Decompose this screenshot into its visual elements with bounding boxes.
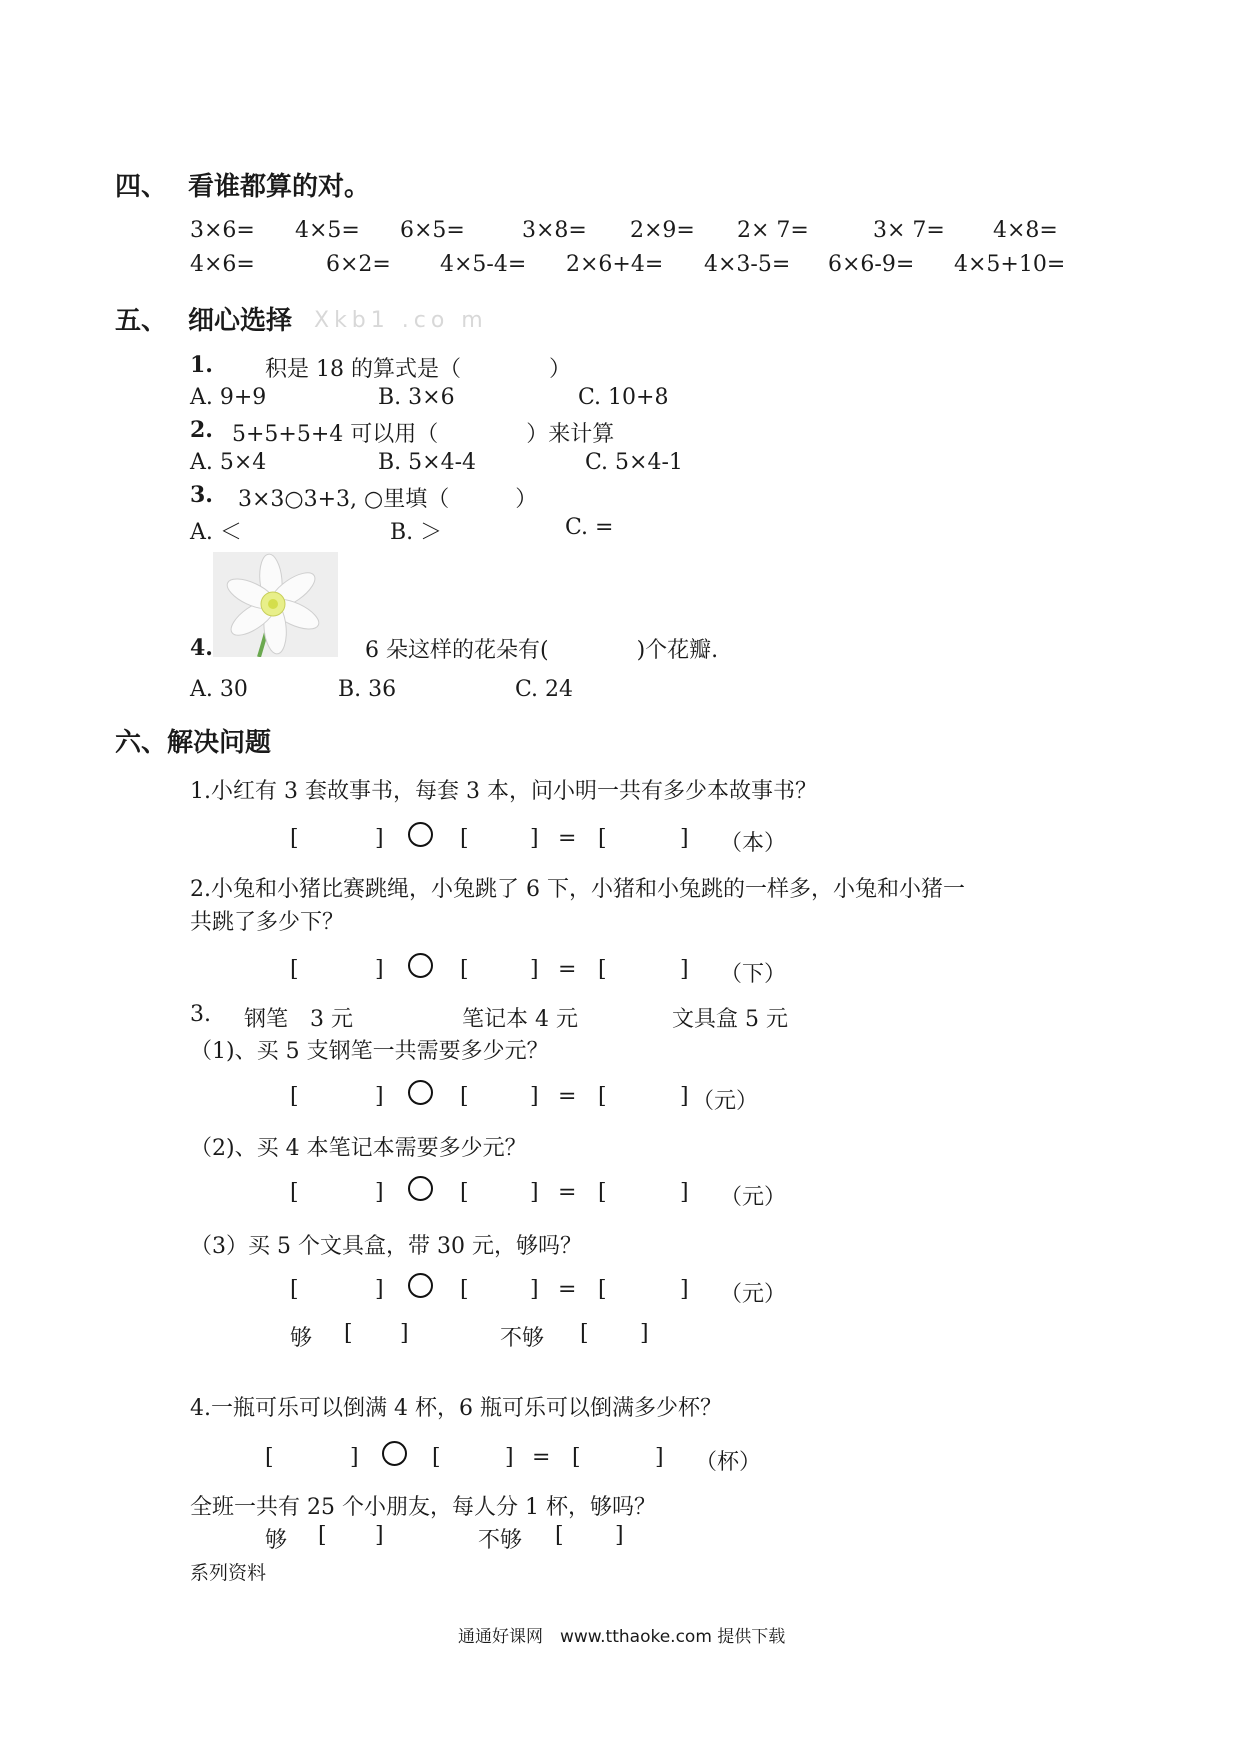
bracket-left: [ bbox=[290, 1180, 299, 1205]
option-a: A. ＜ bbox=[190, 520, 242, 545]
bracket-left: [ bbox=[580, 1321, 589, 1346]
option-a: A. 30 bbox=[190, 677, 248, 702]
calc-row-1 bbox=[0, 218, 1240, 248]
option-c: C. 10+8 bbox=[578, 385, 669, 410]
bracket-right: ] bbox=[530, 957, 539, 982]
enough-choice-row bbox=[0, 1523, 1240, 1553]
calc-item: 6×2= bbox=[326, 252, 391, 277]
calc-item: 4×5= bbox=[295, 218, 360, 243]
operator-circle bbox=[408, 1273, 433, 1298]
section-4-title: 看谁都算的对。 bbox=[188, 172, 371, 202]
bracket-right: ] bbox=[655, 1445, 664, 1470]
bracket-left: [ bbox=[290, 826, 299, 851]
q2-number: 2. bbox=[190, 417, 213, 443]
not-enough-label: 不够 bbox=[500, 1326, 545, 1351]
unit-label: （元） bbox=[720, 1185, 787, 1210]
price-notebook: 笔记本 4 元 bbox=[462, 1007, 578, 1032]
q3-text: 3×3○3+3, ○里填（ ） bbox=[238, 487, 538, 512]
option-b: B. ＞ bbox=[390, 520, 443, 545]
problem-2-line-1: 2.小兔和小猪比赛跳绳，小兔跳了 6 下，小猪和小兔跳的一样多，小兔和小猪一 bbox=[190, 877, 965, 902]
price-pen: 钢笔 3 元 bbox=[244, 1007, 353, 1032]
q2-text: 5+5+5+4 可以用（ ）来计算 bbox=[232, 422, 615, 447]
equation-row bbox=[0, 1277, 1240, 1307]
bracket-left: [ bbox=[432, 1445, 441, 1470]
problem-3-number: 3. bbox=[190, 1002, 211, 1027]
enough-choice-row bbox=[0, 1321, 1240, 1351]
bracket-left: [ bbox=[344, 1321, 353, 1346]
bracket-left: [ bbox=[290, 1277, 299, 1302]
calc-item: 4×5+10= bbox=[954, 252, 1066, 277]
problem-4-follow-up: 全班一共有 25 个小朋友，每人分 1 杯，够吗？ bbox=[190, 1495, 656, 1520]
bracket-right: ] bbox=[375, 957, 384, 982]
bracket-left: [ bbox=[555, 1523, 564, 1548]
equals-sign: = bbox=[558, 1180, 577, 1205]
bracket-left: [ bbox=[598, 1277, 607, 1302]
bracket-right: ] bbox=[505, 1445, 514, 1470]
q1-options bbox=[0, 385, 1240, 415]
calc-item: 4×6= bbox=[190, 252, 255, 277]
q3-options bbox=[0, 515, 1240, 545]
unit-label: （杯） bbox=[695, 1450, 762, 1475]
calc-item: 2×9= bbox=[630, 218, 695, 243]
problem-3-question-1: （1)、买 5 支钢笔一共需要多少元？ bbox=[190, 1039, 549, 1064]
calc-item: 2× 7= bbox=[737, 218, 809, 243]
footer-credit: 通通好课网 www.tthaoke.com 提供下载 bbox=[458, 1627, 786, 1647]
bracket-right: ] bbox=[375, 826, 384, 851]
calc-item: 3×8= bbox=[522, 218, 587, 243]
bracket-right: ] bbox=[680, 1277, 689, 1302]
calc-item: 3×6= bbox=[190, 218, 255, 243]
unit-label: （下） bbox=[720, 962, 787, 987]
q4-text: 6 朵这样的花朵有( )个花瓣. bbox=[365, 638, 719, 663]
calc-item: 3× 7= bbox=[873, 218, 945, 243]
equals-sign: = bbox=[558, 1277, 577, 1302]
bracket-right: ] bbox=[680, 1084, 689, 1109]
section-4-number: 四、 bbox=[115, 172, 168, 202]
calc-item: 4×3-5= bbox=[704, 252, 791, 277]
bracket-left: [ bbox=[318, 1523, 327, 1548]
calc-item: 6×5= bbox=[400, 218, 465, 243]
bracket-right: ] bbox=[680, 1180, 689, 1205]
calc-item: 2×6+4= bbox=[566, 252, 664, 277]
bracket-left: [ bbox=[598, 1084, 607, 1109]
bracket-right: ] bbox=[640, 1321, 649, 1346]
bracket-right: ] bbox=[680, 826, 689, 851]
equation-row bbox=[0, 826, 1240, 856]
bracket-left: [ bbox=[265, 1445, 274, 1470]
calc-row-2 bbox=[0, 252, 1240, 282]
unit-label: （元） bbox=[720, 1282, 787, 1307]
section-6-title: 六、解决问题 bbox=[115, 728, 272, 758]
series-note: 系列资料 bbox=[190, 1562, 267, 1584]
operator-circle bbox=[382, 1441, 407, 1466]
section-5-number: 五、 bbox=[115, 306, 168, 336]
bracket-right: ] bbox=[400, 1321, 409, 1346]
bracket-right: ] bbox=[615, 1523, 624, 1548]
calc-item: 4×8= bbox=[993, 218, 1058, 243]
equals-sign: = bbox=[558, 1084, 577, 1109]
bracket-right: ] bbox=[350, 1445, 359, 1470]
q4-options bbox=[0, 677, 1240, 707]
bracket-left: [ bbox=[598, 957, 607, 982]
bracket-left: [ bbox=[572, 1445, 581, 1470]
calc-item: 4×5-4= bbox=[440, 252, 527, 277]
bracket-left: [ bbox=[460, 957, 469, 982]
bracket-right: ] bbox=[530, 826, 539, 851]
equation-row bbox=[0, 957, 1240, 987]
bracket-left: [ bbox=[290, 1084, 299, 1109]
option-c: C. 24 bbox=[515, 677, 574, 702]
price-list bbox=[0, 1002, 1240, 1032]
equation-row bbox=[0, 1084, 1240, 1114]
bracket-left: [ bbox=[598, 826, 607, 851]
operator-circle bbox=[408, 953, 433, 978]
problem-1-text: 1.小红有 3 套故事书，每套 3 本，问小明一共有多少本故事书？ bbox=[190, 779, 817, 804]
equation-row bbox=[0, 1180, 1240, 1210]
bracket-left: [ bbox=[290, 957, 299, 982]
option-b: B. 3×6 bbox=[378, 385, 455, 410]
bracket-right: ] bbox=[530, 1180, 539, 1205]
flower-image bbox=[213, 552, 338, 657]
bracket-left: [ bbox=[460, 1180, 469, 1205]
operator-circle bbox=[408, 1176, 433, 1201]
bracket-right: ] bbox=[375, 1084, 384, 1109]
calc-item: 6×6-9= bbox=[828, 252, 915, 277]
problem-2-line-2: 共跳了多少下？ bbox=[190, 910, 345, 935]
section-5-title: 细心选择 bbox=[188, 306, 293, 336]
unit-label: （本） bbox=[720, 831, 787, 856]
equals-sign: = bbox=[532, 1445, 551, 1470]
bracket-left: [ bbox=[598, 1180, 607, 1205]
bracket-right: ] bbox=[375, 1523, 384, 1548]
problem-3-question-2: （2)、买 4 本笔记本需要多少元？ bbox=[190, 1136, 527, 1161]
option-a: A. 5×4 bbox=[190, 450, 267, 475]
bracket-right: ] bbox=[375, 1277, 384, 1302]
operator-circle bbox=[408, 1080, 433, 1105]
operator-circle bbox=[408, 822, 433, 847]
bracket-right: ] bbox=[680, 957, 689, 982]
bracket-left: [ bbox=[460, 1277, 469, 1302]
bracket-left: [ bbox=[460, 826, 469, 851]
enough-label: 够 bbox=[290, 1326, 313, 1351]
option-b: B. 36 bbox=[338, 677, 397, 702]
option-c: C. = bbox=[565, 515, 614, 540]
q4-number: 4. bbox=[190, 635, 213, 661]
problem-4-text: 4.一瓶可乐可以倒满 4 杯，6 瓶可乐可以倒满多少杯？ bbox=[190, 1396, 722, 1421]
option-a: A. 9+9 bbox=[190, 385, 267, 410]
problem-3-question-3: （3）买 5 个文具盒，带 30 元，够吗？ bbox=[190, 1234, 582, 1259]
option-c: C. 5×4-1 bbox=[585, 450, 683, 475]
equals-sign: = bbox=[558, 957, 577, 982]
enough-label: 够 bbox=[265, 1528, 288, 1553]
equation-row bbox=[0, 1445, 1240, 1475]
option-b: B. 5×4-4 bbox=[378, 450, 477, 475]
unit-label: （元） bbox=[692, 1089, 759, 1114]
not-enough-label: 不够 bbox=[478, 1528, 523, 1553]
bracket-left: [ bbox=[460, 1084, 469, 1109]
price-pencil-case: 文具盒 5 元 bbox=[672, 1007, 788, 1032]
q3-number: 3. bbox=[190, 482, 213, 508]
equals-sign: = bbox=[558, 826, 577, 851]
bracket-right: ] bbox=[530, 1277, 539, 1302]
bracket-right: ] bbox=[530, 1084, 539, 1109]
watermark: Xkb1 .co m bbox=[314, 308, 488, 333]
narcissus-flower-icon bbox=[213, 552, 338, 657]
bracket-right: ] bbox=[375, 1180, 384, 1205]
q2-options bbox=[0, 450, 1240, 480]
q1-text: 积是 18 的算式是（ ） bbox=[265, 357, 571, 382]
q1-number: 1. bbox=[190, 352, 213, 378]
